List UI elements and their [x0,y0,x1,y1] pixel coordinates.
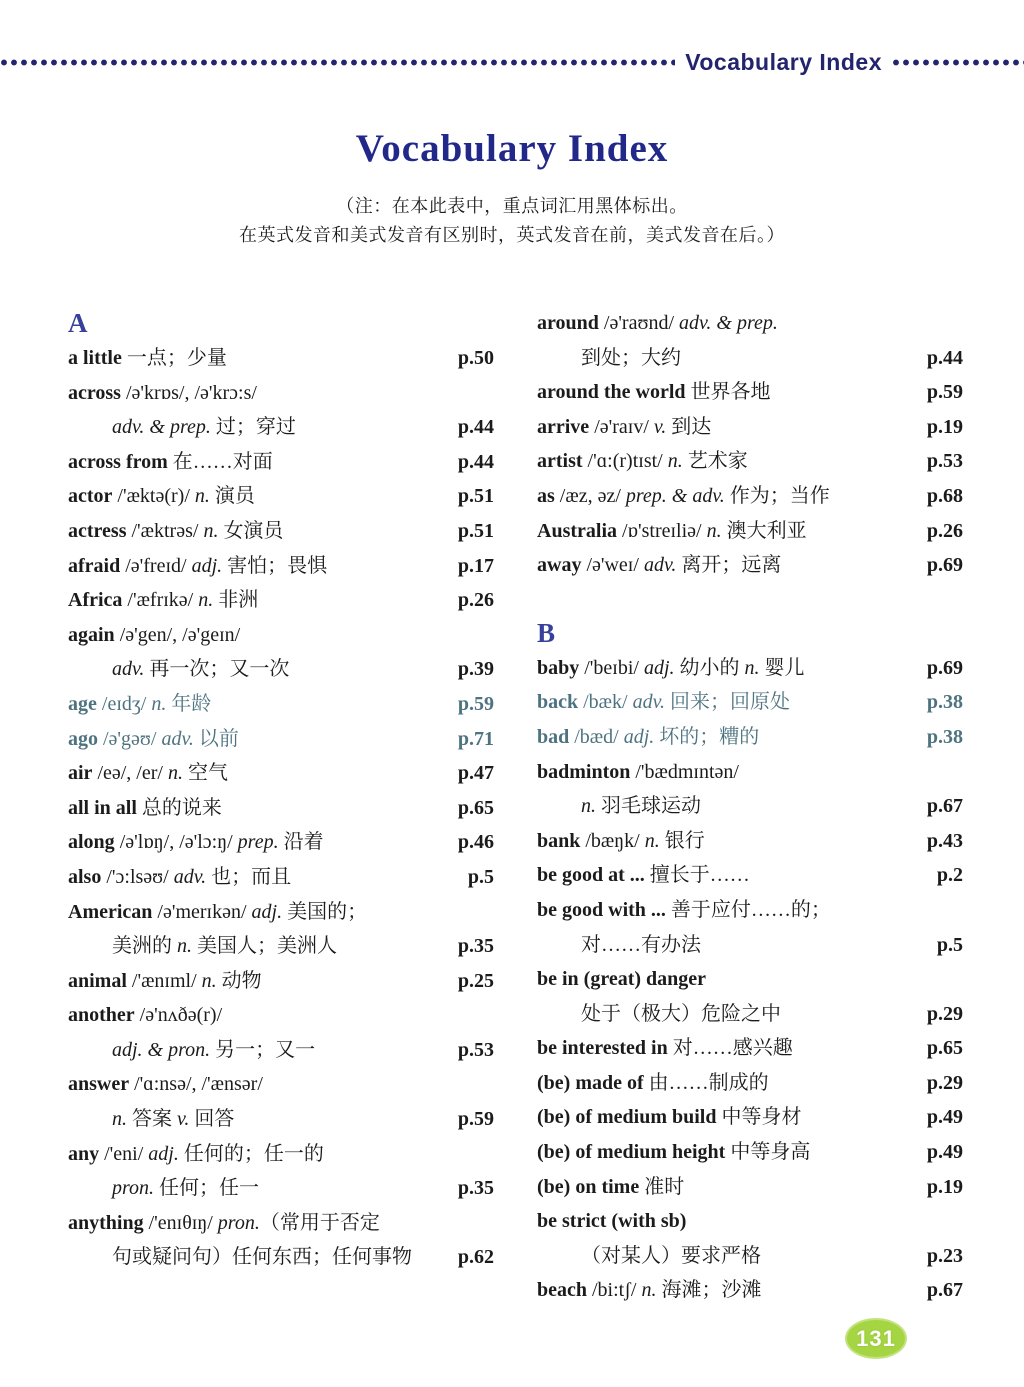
vocab-entry-line [68,791,494,826]
vocab-entry-line [68,1206,494,1241]
entry-text: around the world 世界各地 [537,381,771,404]
dotted-rule-right [892,58,1024,67]
vocab-entry-line [537,306,963,341]
page-reference: p.44 [926,346,963,369]
page-reference: p.51 [457,485,494,508]
page-reference: p.5 [936,933,963,956]
page-reference: p.65 [926,1037,963,1060]
page-reference: p.44 [457,450,494,473]
page-reference: p.65 [457,796,494,819]
entry-text: be interested in 对……感兴趣 [537,1037,793,1060]
vocab-entry-line [537,375,963,410]
entry-text: ago /ə'gəʊ/ adv. 以前 [68,727,239,750]
vocab-entry-line [537,1204,963,1239]
entry-text: artist /'ɑ:(r)tɪst/ n. 艺术家 [537,450,748,473]
vocab-entry-line [68,1171,494,1206]
entry-text: another /ə'nʌðə(r)/ [68,1004,223,1027]
entry-text: a little 一点；少量 [68,347,227,369]
entry-text: also /'ɔ:lsəʊ/ adv. 也；而且 [68,865,292,888]
entry-text: n. 羽毛球运动 [581,795,701,818]
vocab-entry-line [68,756,494,791]
page-reference: p.71 [457,727,494,750]
entry-text: be good with ... 善于应付……的； [537,898,831,921]
vocab-entry-line [537,685,963,720]
page-reference: p.23 [926,1244,963,1267]
page-reference: p.35 [457,935,494,958]
vocab-entry-line [537,1100,963,1135]
section-letter: B [537,617,556,648]
entry-text: afraid /ə'freɪd/ adj. 害怕；畏惧 [68,554,328,577]
page-reference: p.59 [457,692,494,715]
entry-text: air /eə/, /er/ n. 空气 [68,762,228,785]
entry-text: badminton /'bædmɪntən/ [537,760,739,783]
page-reference: p.17 [457,554,494,577]
entry-text: bank /bæŋk/ n. 银行 [537,829,705,852]
entry-text: answer /'ɑ:nsə/, /'ænsər/ [68,1073,263,1096]
page-reference: p.47 [457,762,494,785]
entry-text: arrive /ə'raɪv/ v. 到达 [537,415,712,438]
page-reference: p.35 [457,1177,494,1200]
page-reference: p.68 [926,484,963,507]
page-reference: p.26 [926,519,963,542]
entry-text: （对某人）要求严格 [581,1244,761,1267]
entry-text: (be) of medium height 中等身高 [537,1141,811,1164]
vocab-entry-line [68,652,494,687]
vocab-entry-line [537,755,963,790]
page-reference: p.69 [926,554,963,577]
vocab-entry-line [537,341,963,376]
page-reference: p.59 [926,381,963,404]
page-reference: p.44 [457,416,494,439]
entry-text: anything /'enɪθɪŋ/ pron.（常用于否定 [68,1211,380,1234]
entry-text: baby /'beɪbi/ adj. 幼小的 n. 婴儿 [537,656,805,679]
vocab-entry-line [68,722,494,757]
vocab-entry-line [68,445,494,480]
page-reference: p.49 [926,1141,963,1164]
page-reference: p.62 [457,1246,494,1269]
vocab-entry-line [68,376,494,411]
entry-text: American /ə'merɪkən/ adj. 美国的； [68,900,368,923]
entry-text: age /eɪdʒ/ n. 年龄 [68,692,212,715]
vocab-entry-line [537,410,963,445]
entry-text: adj. & pron. 另一；又一 [112,1038,316,1061]
vocab-column-right [537,306,963,1308]
entry-text: again /ə'gen/, /ə'geɪn/ [68,623,241,646]
vocab-entry-line [68,895,494,930]
vocab-entry-line [537,1066,963,1101]
page-number-badge: 131 [845,1318,907,1359]
vocab-entry-line [537,651,963,686]
entry-text: across from 在……对面 [68,450,273,473]
section-gap [537,583,963,616]
entry-text: (be) of medium build 中等身材 [537,1106,802,1129]
page-reference: p.29 [926,1071,963,1094]
entry-text: bad /bæd/ adj. 坏的；糟的 [537,725,760,748]
page-reference: p.5 [467,865,494,888]
page-reference: p.50 [457,347,494,369]
vocab-entry-line [537,824,963,859]
vocab-entry-line [537,1239,963,1274]
page-reference: p.53 [457,1038,494,1061]
page-reference: p.25 [457,969,494,992]
entry-text: animal /'ænɪml/ n. 动物 [68,969,262,992]
page-reference: p.39 [457,658,494,681]
vocab-entry-line [537,1031,963,1066]
vocab-entry-line [68,618,494,653]
vocab-index-columns [68,306,963,1308]
vocab-entry-line [537,997,963,1032]
entry-text: Africa /'æfrɪkə/ n. 非洲 [68,589,259,612]
vocab-entry-line [537,479,963,514]
entry-text: be in (great) danger [537,968,707,991]
vocab-entry-line [68,825,494,860]
running-head-title: Vocabulary Index [685,48,882,75]
page-reference: p.2 [936,864,963,887]
vocab-entry-line [68,687,494,722]
page-reference: p.51 [457,519,494,542]
entry-text: n. 答案 v. 回答 [112,1108,235,1131]
page-reference: p.49 [926,1106,963,1129]
note-line-1: （注：在本此表中，重点词汇用黑体标出。 [336,196,688,216]
dotted-rule-left [0,58,675,67]
page-reference: p.38 [926,725,963,748]
entry-text: be good at ... 擅长于…… [537,864,750,887]
vocab-entry-line [68,998,494,1033]
vocab-entry-line [537,928,963,963]
vocab-entry-line [68,1033,494,1068]
entry-text: as /æz, əz/ prep. & adv. 作为；当作 [537,484,830,507]
vocab-entry-line [68,964,494,999]
vocab-entry-line [537,858,963,893]
entry-text: back /bæk/ adv. 回来；回原处 [537,691,790,714]
vocab-entry-line [537,514,963,549]
vocab-entry-line [537,893,963,928]
vocab-entry-line [68,479,494,514]
entry-text: along /ə'lɒŋ/, /ə'lɔ:ŋ/ prep. 沿着 [68,831,324,854]
vocab-entry-line [68,341,494,376]
page-reference: p.69 [926,656,963,679]
entry-text: actor /'æktə(r)/ n. 演员 [68,485,255,508]
entry-text: be strict (with sb) [537,1210,687,1233]
vocab-column-left [68,306,494,1308]
running-head [0,50,1024,74]
vocab-entry-line [537,1273,963,1308]
page-reference: p.53 [926,450,963,473]
page-title: Vocabulary Index [355,127,669,170]
vocab-entry-line [537,962,963,997]
entry-text: around /ə'raʊnd/ adv. & prep. [537,312,778,334]
entry-text: Australia /ɒ'streɪliə/ n. 澳大利亚 [537,519,807,542]
entry-text: adv. & prep. 过；穿过 [112,416,296,439]
note-line-2: 在英式发音和美式发音有区别时，英式发音在前，美式发音在后。） [239,225,785,245]
entry-text: beach /bi:tʃ/ n. 海滩；沙滩 [537,1279,762,1302]
entry-text: 句或疑问句）任何东西；任何事物 [112,1246,412,1269]
vocab-entry-line [68,1067,494,1102]
vocab-entry-line [537,1135,963,1170]
vocab-entry-line [537,720,963,755]
vocab-entry-line [68,929,494,964]
page-reference: p.46 [457,831,494,854]
page-reference: p.26 [457,589,494,612]
entry-text: pron. 任何；任一 [112,1177,260,1200]
entry-text: actress /'æktrəs/ n. 女演员 [68,519,284,542]
vocab-entry-line [68,514,494,549]
entry-text: all in all 总的说来 [68,796,222,819]
vocab-entry-line [537,548,963,583]
page-reference: p.43 [926,829,963,852]
vocab-entry-line [537,1170,963,1205]
page-reference: p.67 [926,795,963,818]
page-reference: p.19 [926,415,963,438]
entry-text: 美洲的 n. 美国人；美洲人 [112,935,337,958]
page-reference: p.19 [926,1175,963,1198]
page-reference: p.38 [926,691,963,714]
entry-text: 到处；大约 [581,346,681,369]
entry-text: (be) made of 由……制成的 [537,1071,769,1094]
section-letter: A [68,308,88,338]
entry-text: 处于（极大）危险之中 [581,1002,781,1025]
vocab-entry-line [68,583,494,618]
vocab-entry-line [68,549,494,584]
entry-text: adv. 再一次；又一次 [112,658,290,681]
page-reference: p.59 [457,1108,494,1131]
vocab-entry-line [68,1240,494,1275]
vocab-entry-line [68,1102,494,1137]
vocab-entry-line [68,1137,494,1172]
page-reference: p.67 [926,1279,963,1302]
vocab-entry-line [68,410,494,445]
vocab-entry-line [537,444,963,479]
entry-text: any /'eni/ adj. 任何的；任一的 [68,1142,324,1165]
entry-text: across /ə'krɒs/, /ə'krɔ:s/ [68,381,257,404]
entry-text: (be) on time 准时 [537,1175,685,1198]
entry-text: 对……有办法 [581,933,701,956]
page-reference: p.29 [926,1002,963,1025]
vocab-entry-line [68,860,494,895]
entry-text: away /ə'weɪ/ adv. 离开；远离 [537,554,782,577]
vocab-entry-line [537,789,963,824]
